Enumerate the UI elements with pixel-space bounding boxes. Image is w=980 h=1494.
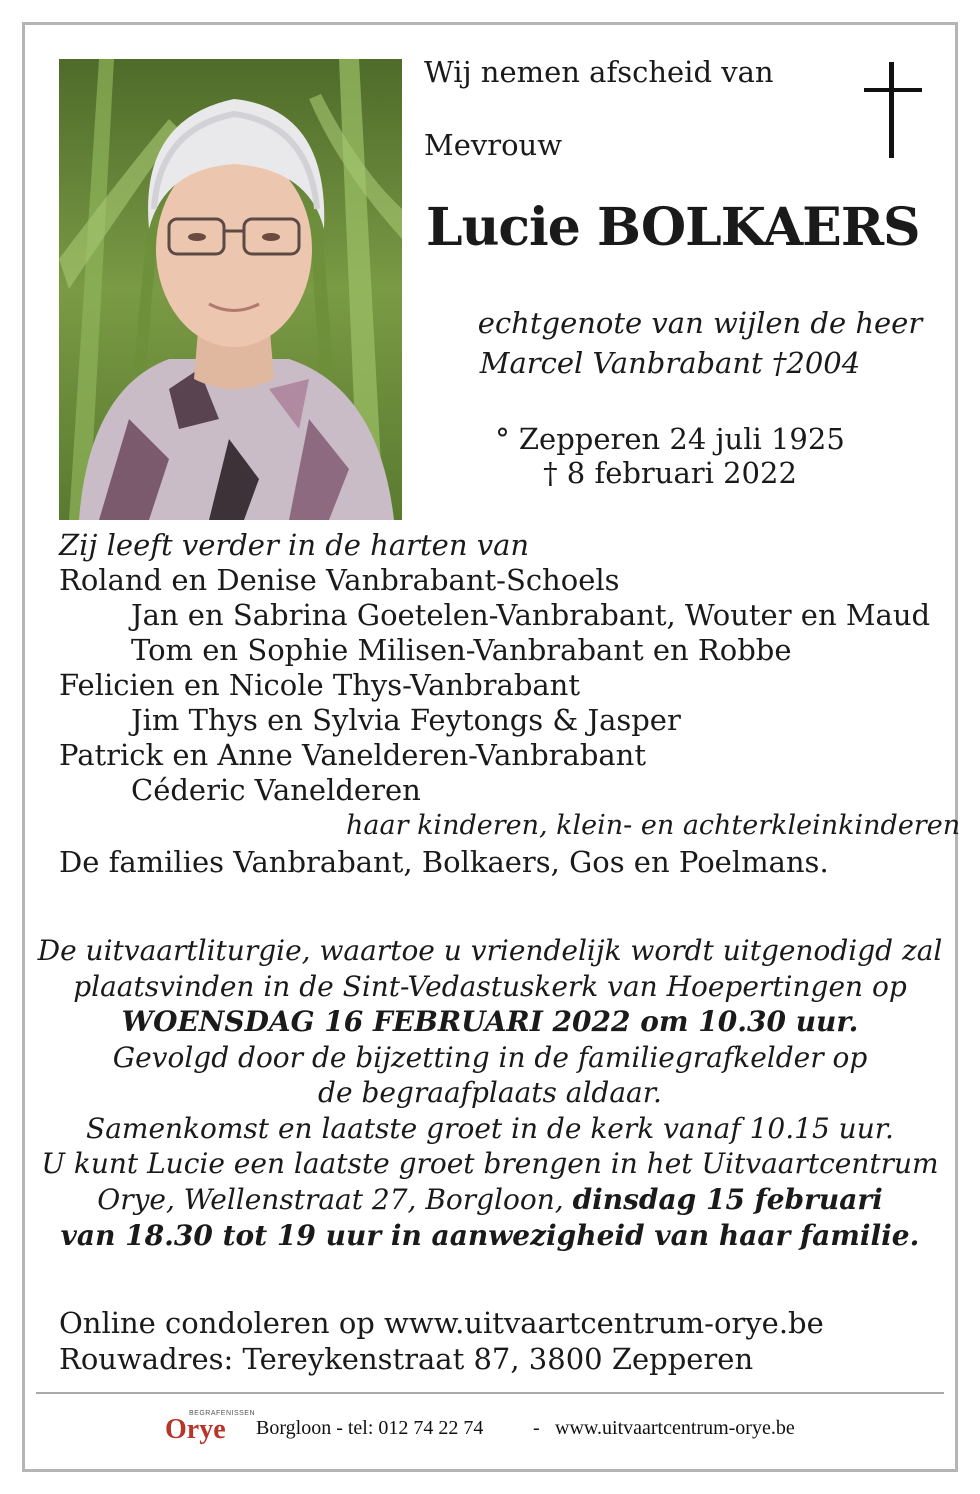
ceremony-line: plaatsvinden in de Sint-Vedastuskerk van Hoepertingen op [73,970,907,1003]
ceremony-line: De uitvaartliturgie, waartoe u vriendelijk wordt uitgenodigd zal [37,934,943,967]
online-condolence: Online condoleren op www.uitvaartcentrum-orye.be [59,1306,824,1340]
ceremony-date: WOENSDAG 16 FEBRUARI 2022 om 10.30 uur. [121,1005,859,1038]
family-intro: Zij leeft verder in de harten van [59,528,530,562]
ceremony-visit-location: Orye, Wellenstraat 27, Borgloon, [97,1183,573,1216]
family-line: Felicien en Nicole Thys-Vanbrabant [59,668,581,702]
ceremony-line: Gevolgd door de bijzetting in de familiegrafkelder op [112,1041,868,1074]
footer-phone: Borgloon - tel: 012 74 22 74 [256,1417,484,1439]
mourning-address: Rouwadres: Tereykenstraat 87, 3800 Zepperen [59,1342,754,1376]
cross-icon [864,62,922,158]
families-line: De families Vanbrabant, Bolkaers, Gos en Poelmans. [59,845,829,879]
family-line: Patrick en Anne Vanelderen-Vanbrabant [59,738,647,772]
orye-logo: BEGRAFENISSEN Orye [165,1410,256,1445]
family-line: Tom en Sophie Milisen-Vanbrabant en Robbe [131,633,792,667]
family-relation: haar kinderen, klein- en achterkleinkinderen [346,810,961,841]
footer-website-link[interactable]: www.uitvaartcentrum-orye.be [555,1417,795,1439]
honorific: Mevrouw [424,128,563,162]
ceremony-visit-time: van 18.30 tot 19 uur in aanwezigheid van haar familie. [60,1219,920,1252]
spouse-line-2: Marcel Vanbrabant †2004 [479,346,861,380]
family-line: Jim Thys en Sylvia Feytongs & Jasper [131,703,681,737]
footer-separator: - [533,1417,540,1439]
footer [0,1410,980,1446]
intro-text: Wij nemen afscheid van [424,55,774,89]
family-line: Céderic Vanelderen [131,773,421,807]
ceremony-visit-date: dinsdag 15 februari [572,1183,883,1216]
ceremony-line: Samenkomst en laatste groet in de kerk vanaf 10.15 uur. [86,1112,894,1145]
ceremony-line: U kunt Lucie een laatste groet brengen in het Uitvaartcentrum [41,1147,939,1180]
ceremony-line: de begraafplaats aldaar. [318,1076,662,1109]
spouse-line-1: echtgenote van wijlen de heer [477,306,923,340]
deceased-name: Lucie BOLKAERS [426,197,920,258]
family-line: Jan en Sabrina Goetelen-Vanbrabant, Wouter en Maud [131,598,931,632]
ceremony-visit-line [0,1183,980,1217]
family-line: Roland en Denise Vanbrabant-Schoels [59,563,620,597]
portrait-photo [59,59,402,520]
birth-date: ° Zepperen 24 juli 1925 [495,422,845,456]
death-date: † 8 februari 2022 [543,456,797,490]
footer-divider [36,1392,944,1394]
